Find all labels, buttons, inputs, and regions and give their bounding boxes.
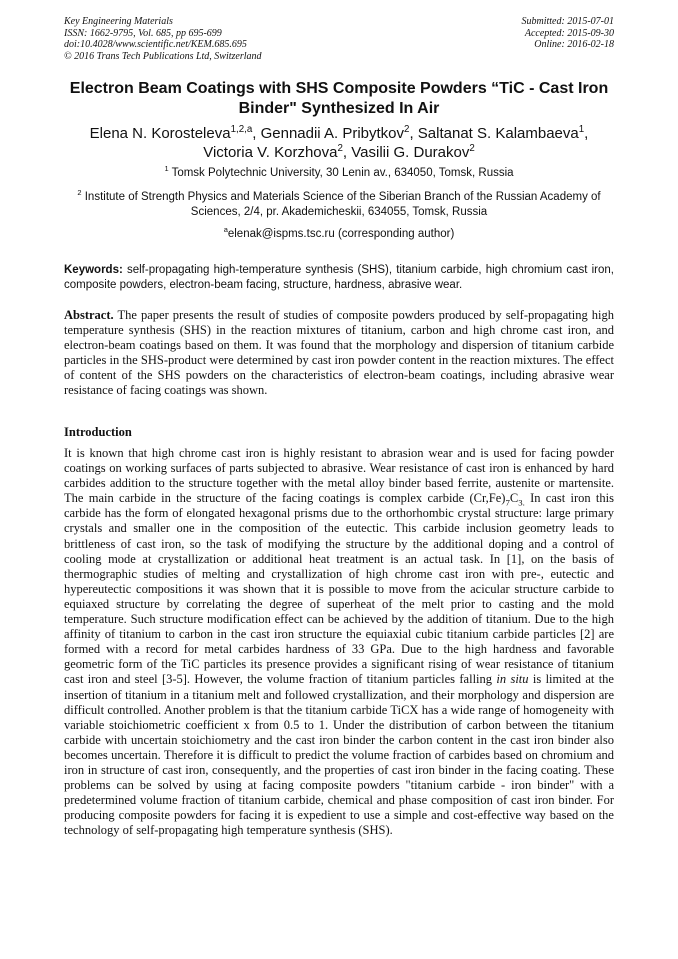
author-name: Gennadii A. Pribytkov — [260, 125, 405, 142]
author-name: Elena N. Korosteleva — [89, 125, 231, 142]
formula-subscript: 3. — [518, 497, 525, 508]
copyright: © 2016 Trans Tech Publications Ltd, Switzerland — [64, 50, 262, 62]
formula-element: C — [509, 491, 519, 506]
dates-info — [522, 16, 615, 51]
affiliation-text: Institute of Strength Physics and Materials Science of the Siberian Branch of the Russian Academy of Sciences, 2/4, pr. Akademicheskii, 634055, Tomsk, Russia — [81, 191, 601, 218]
title-line-1: Electron Beam Coatings with SHS Composite Powders “TiC - Cast Iron — [69, 80, 609, 97]
doi: doi:10.4028/www.scientific.net/KEM.685.695 — [64, 39, 247, 50]
formula-subscript: 7 — [505, 497, 510, 508]
keywords-label: Keywords: — [64, 264, 123, 276]
keywords — [64, 263, 614, 292]
author-separator: , — [409, 125, 418, 142]
author-affil-sup: 2 — [404, 124, 410, 135]
intro-text-3: is limited at the insertion of titanium in a titanium melt and followed crystallization, and their morphology and dispersion are difficult controlled. Another problem is that the titanium carbide TiCX has a wide range of homogeneity with variable stoichiometric coefficient x from 0.5 to 1. Under the distribution of carbon between the titanium carbide with uncertain stoichiometry and the cast iron binder the carbon content in the cast iron binder also becomes uncertain. Therefore it is difficult to predict the volume fraction of carbides based on chromium and iron in structure of cast iron, consequently, and the properties of cast iron binder in the facing coating. These problems can be solved by using at facing composite powders "titanium carbide - iron binder" with a predetermined volume fraction of titanium carbide, chemical and phase composition of cast iron binder. For producing composite powders for facing it is expedient to use a simple and cost-effective way based on the technology of self-propagating high temperature synthesis (SHS). — [64, 672, 614, 838]
author-list — [40, 124, 638, 162]
intro-text-1: It is known that high chrome cast iron is highly resistant to abrasion wear and is used for facing powder coatings on working surfaces of parts subjected to abrasive. Wear resistance of cast iron is enhanced by hard carbides addition to the structure together with the metal alloy binder based ferrite, austenite or martensite. The main carbide in the structure of the facing coatings is complex carbide (Cr,Fe) — [64, 446, 614, 506]
affiliation-sup: 2 — [77, 188, 82, 198]
author-name: Saltanat S. Kalambaeva — [417, 125, 579, 142]
title-line-2: Binder" Synthesized In Air — [238, 100, 440, 117]
affiliation-1 — [60, 166, 618, 181]
author-affil-sup: 1 — [578, 124, 585, 135]
online-date: Online: 2016-02-18 — [534, 39, 614, 50]
intro-text-2: In cast iron this carbide has the form of elongated hexagonal prisms due to the orthorhombic crystal structure: large primary crystals and smaller one in the composition of the eutectic. This carbide inclusion geometry leads to brittleness of cast iron, so the task of modifying the structure by the additional doping and a control of cooling mode at crystallization or additional heat treatment is an actual task. In [1], on the basis of thermographic studies of melting and crystallization of high chrome cast iron with pre-, eutectic and hypereutectic compositions it was shown that it is possible to move from the acicular structure carbide to equiaxed structure by correlating the degree of superheat of the melt prior to casting and the mold temperature. Such structure modification effect can be achieved by the addition of titanium. Due to the high affinity of titanium to carbon in the cast iron structure the equiaxial cubic titanium carbide particles [2] are formed with a record for metal carbides hardness of 33 GPa. Due to the high hardness and favorable geometric form of the TiC particles its presence provides a significant rising of wear resistance of titanium cast iron and steel [3-5]. However, the volume fraction of titanium particles falling — [64, 491, 614, 687]
journal-name: Key Engineering Materials — [64, 16, 173, 27]
italic-term: in situ — [496, 672, 529, 687]
author-separator: , — [342, 144, 352, 161]
issn: ISSN: 1662-9795, Vol. 685, pp 695-699 — [64, 27, 222, 39]
accepted-date: Accepted: 2015-09-30 — [524, 27, 614, 39]
journal-info — [64, 16, 262, 62]
author-name: Vasilii G. Durakov — [351, 144, 470, 161]
corresponding-email — [60, 227, 618, 242]
introduction-paragraph — [64, 446, 614, 838]
affiliation-2 — [60, 190, 618, 219]
author-line-1 — [40, 124, 638, 143]
abstract — [64, 308, 614, 398]
submitted-date: Submitted: 2015-07-01 — [521, 16, 614, 27]
author-affil-sup: 2 — [337, 143, 343, 154]
email-sup: a — [223, 225, 228, 235]
author-separator: , — [584, 125, 589, 142]
author-line-2 — [40, 143, 638, 162]
author-separator: , — [252, 125, 261, 142]
abstract-text: The paper presents the result of studies of composite powders produced by self-propagating high temperature synthesis (SHS) in the reaction mixtures of titanium, carbon and high chrome cast iron, and electron-beam coatings based on them. It was found that the morphology and dispersion of titanium carbide particles in the SHS-product were determined by cast iron powder content in the reaction mixtures. The effect of content of the SHS powders on the characteristics of electron-beam coatings, including abrasive wear resistance of facing coatings was shown. — [64, 308, 614, 397]
affiliation-sup: 1 — [164, 164, 169, 174]
keywords-text: self-propagating high-temperature synthesis (SHS), titanium carbide, high chromium cast iron, composite powders, electron-beam facing, structure, hardness, abrasive wear. — [64, 264, 614, 291]
author-name: Victoria V. Korzhova — [203, 144, 338, 161]
author-affil-sup: 1,2,a — [230, 124, 253, 135]
section-heading-introduction: Introduction — [64, 425, 132, 439]
affiliation-text: Tomsk Polytechnic University, 30 Lenin av., 634050, Tomsk, Russia — [168, 167, 514, 179]
abstract-label: Abstract. — [64, 308, 114, 322]
author-affil-sup: 2 — [469, 143, 475, 154]
paper-title — [40, 79, 638, 119]
email-text: elenak@ispms.tsc.ru (corresponding author) — [227, 228, 455, 240]
